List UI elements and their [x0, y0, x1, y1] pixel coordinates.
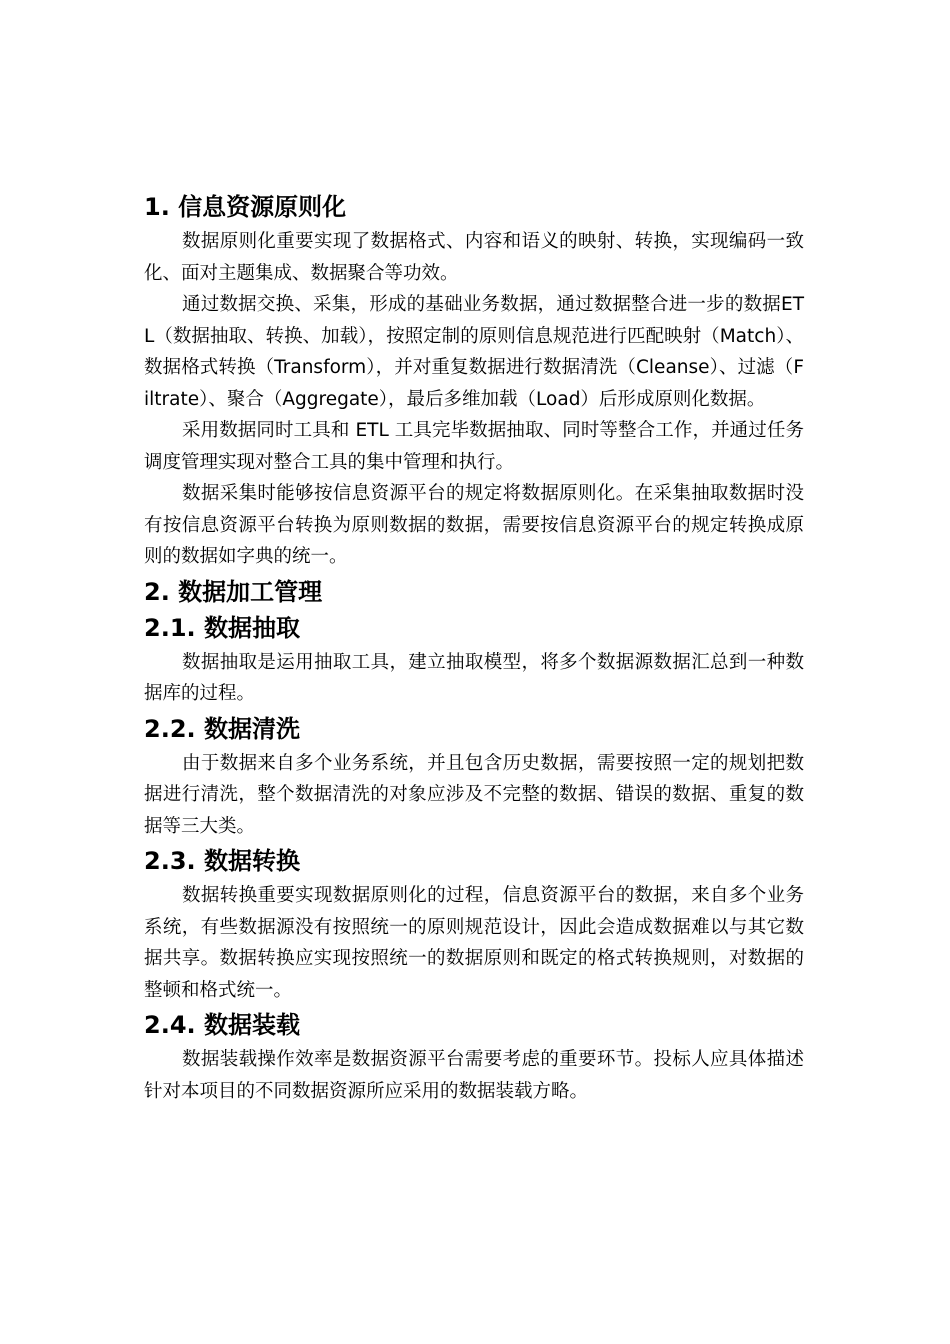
section-2-2-paragraph: 由于数据来自多个业务系统，并且包含历史数据，需要按照一定的规划把数据进行清洗，整个数据清洗的对象应涉及不完整的数据、错误的数据、重复的数据等三大类。 — [144, 752, 804, 837]
section-2-4-heading: 2.4. 数据装载 — [144, 1011, 300, 1039]
section-2-1-heading: 2.1. 数据抽取 — [144, 613, 300, 642]
section-1-heading: 1. 信息资源原则化 — [144, 193, 347, 221]
section-1-paragraph-1: 数据原则化重要实现了数据格式、内容和语义的映射、转换，实现编码一致化、面对主题集成、数据聚合等功效。 — [144, 231, 804, 284]
section-2-2-heading: 2.2. 数据清洗 — [144, 714, 300, 743]
section-2-3-paragraph: 数据转换重要实现数据原则化的过程，信息资源平台的数据，来自多个业务系统，有些数据源没有按照统一的原则规范设计，因此会造成数据难以与其它数据共享。数据转换应实现按照统一的数据原则和既定的格式转换规则，对数据的整顿和格式统一。 — [144, 885, 804, 1001]
section-1-paragraph-4: 数据采集时能够按信息资源平台的规定将数据原则化。在采集抽取数据时没有按信息资源平台转换为原则数据的数据，需要按信息资源平台的规定转换成原则的数据如字典的统一。 — [144, 483, 804, 567]
section-2-3-heading: 2.3. 数据转换 — [144, 847, 300, 875]
section-2-heading: 2. 数据加工管理 — [144, 577, 323, 606]
section-1-paragraph-2: 通过数据交换、采集，形成的基础业务数据，通过数据整合进一步的数据ETL（数据抽取、转换、加载），按照定制的原则信息规范进行匹配映射（Match）、数据格式转换（Transform），并对重复数据进行数据清洗（Cleanse）、过滤（Filtrate）、聚合（Aggregate），最后多维加载（Load）后形成原则化数据。 — [144, 294, 804, 410]
document-page — [144, 190, 804, 1107]
section-2-1-paragraph: 数据抽取是运用抽取工具，建立抽取模型，将多个数据源数据汇总到一种数据库的过程。 — [144, 651, 804, 704]
section-1-paragraph-3: 采用数据同时工具和 ETL 工具完毕数据抽取、同时等整合工作，并通过任务调度管理实现对整合工具的集中管理和执行。 — [144, 420, 804, 473]
section-2-4-paragraph: 数据装载操作效率是数据资源平台需要考虑的重要环节。投标人应具体描述针对本项目的不同数据资源所应采用的数据装载方略。 — [144, 1049, 804, 1102]
